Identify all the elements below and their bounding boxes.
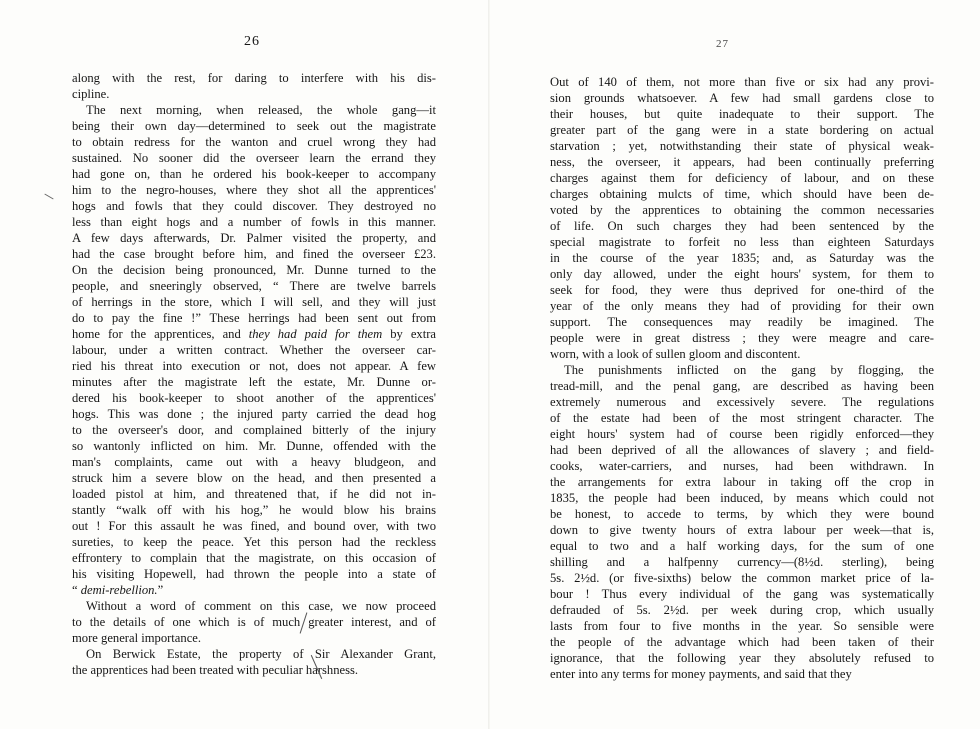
text-line: be honest, to accede to terms, by which they were bound	[550, 507, 934, 521]
text-line: sustained. No sooner did the overseer learn the errand they	[72, 151, 436, 165]
text-line: loaded pistol at him, and threatened that, if he did not in-	[72, 487, 436, 501]
text-line: lasts from four to five months in the year. So sensible were	[550, 619, 934, 633]
text-line: so wantonly inflicted on him. Mr. Dunne, offended with the	[72, 439, 436, 453]
text-line: down to give twenty hours of extra labour per week—that is,	[550, 523, 934, 537]
text-line: people were in great distress ; they were meagre and care-	[550, 331, 934, 345]
text-line: being their own day—determined to seek out the magistrate	[72, 119, 436, 133]
text-line: A few days afterwards, Dr. Palmer visited the property, and	[72, 231, 436, 245]
text-line: people, and sneeringly observed, “ There are twelve barrels	[72, 279, 436, 293]
text-line: cooks, water-carriers, and nurses, had been withdrawn. In	[550, 459, 934, 473]
text-line: ried his threat into execution or not, does not appear. A few	[72, 359, 436, 373]
text-line: On the decision being pronounced, Mr. Dunne turned to the	[72, 263, 436, 277]
left-page-text	[72, 70, 436, 678]
text-line: seek for food, they were thus deprived for one-third of the	[550, 283, 934, 297]
text-line: sion grounds whatsoever. A few had small gardens close to	[550, 91, 934, 105]
text-line: greater part of the gang were in a state bordering on actual	[550, 123, 934, 137]
text-line: voted by the apprentices to obtaining the common necessaries	[550, 203, 934, 217]
text-line: equal to two and a half working days, for the sum of one	[550, 539, 934, 553]
text-line: 1835, the people had been induced, by means which could not	[550, 491, 934, 505]
text-line: less than eight hogs and a number of fowls in this manner.	[72, 215, 436, 229]
text-line: special magistrate to forfeit no less than eighteen Saturdays	[550, 235, 934, 249]
text-line: ignorance, that the following year they absolutely refused to	[550, 651, 934, 665]
text-line: of life. On such charges they had been sentenced by the	[550, 219, 934, 233]
text-line: to the details of one which is of much greater interest, and of	[72, 615, 436, 629]
text-line: bour ! Thus every individual of the gang was systematically	[550, 587, 934, 601]
text-line: out ! For this assault he was fined, and bound over, with two	[72, 519, 436, 533]
text-line: the people of the advantage which had been taken of their	[550, 635, 934, 649]
text-line: year of the only means they had of providing for their own	[550, 299, 934, 313]
text-line: On Berwick Estate, the property of Sir Alexander Grant,	[86, 647, 436, 661]
text-line: labour, under a written contract. Whether the overseer car-	[72, 343, 436, 357]
text-line: along with the rest, for daring to interfere with his dis-	[72, 71, 436, 85]
text-line: minutes after the magistrate left the estate, Mr. Dunne or-	[72, 375, 436, 389]
page-number-left: 26	[244, 34, 260, 49]
text-line: Without a word of comment on this case, we now proceed	[86, 599, 436, 613]
page-number-right: 27	[716, 38, 729, 50]
text-line: support. The consequences may readily be imagined. The	[550, 315, 934, 329]
right-page	[490, 0, 980, 729]
text-line: man's complaints, came out with a heavy bludgeon, and	[72, 455, 436, 469]
text-line: in the course of the year 1835; and, as Saturday was the	[550, 251, 934, 265]
text-line: more general importance.	[72, 631, 202, 645]
text-line: struck him a severe blow on the head, and then presented a	[72, 471, 436, 485]
text-line: charges obtaining mulcts of time, which should have been de-	[550, 187, 934, 201]
text-line: “ demi-rebellion.”	[72, 583, 164, 597]
text-line: dered his book-keeper to shoot another of the apprentices'	[72, 391, 436, 405]
text-line: had been deprived of all the allowances of slavery ; and field-	[550, 443, 934, 457]
text-line: to the overseer's door, and complained bitterly of the injury	[72, 423, 436, 437]
margin-mark	[44, 194, 53, 200]
text-line: his visiting Hopewell, had thrown the people into a state of	[72, 567, 436, 581]
text-line: only day allowed, under the eight hours' system, for them to	[550, 267, 934, 281]
text-line: Out of 140 of them, not more than five or six had any provi-	[550, 75, 934, 89]
text-line: shilling and a halfpenny currency—(8½d. sterling), being	[550, 555, 934, 569]
text-line: had gone on, than he ordered his book-keeper to accompany	[72, 167, 436, 181]
text-line: him to the negro-houses, where they shot all the apprentices'	[72, 183, 436, 197]
text-line: their houses, but quite inadequate to their support. The	[550, 107, 934, 121]
text-line: hogs. This was done ; the injured party carried the dead hog	[72, 407, 436, 421]
text-line: the arrangements for extra labour in taking off the crop in	[550, 475, 934, 489]
text-line: starvation ; yet, notwithstanding their state of physical weak-	[550, 139, 934, 153]
text-line: home for the apprentices, and they had paid for them by extra	[72, 327, 437, 341]
text-line: sureties, to keep the peace. Yet this person had the reckless	[72, 535, 436, 549]
text-line: ness, the overseer, it appears, had been continually preferring	[550, 155, 934, 169]
text-line: tread-mill, and the penal gang, are described as having been	[550, 379, 934, 393]
text-line: cipline.	[72, 87, 110, 101]
text-line: charges against them for deficiency of labour, and on these	[550, 171, 934, 185]
right-page-text	[550, 74, 934, 682]
text-line: effrontery to complain that the magistrate, on this occasion of	[72, 551, 436, 565]
text-line: of herrings in the store, which I will sell, and they will just	[72, 295, 436, 309]
text-line: defrauded of 5s. 2½d. per week during crop, which usually	[550, 603, 934, 617]
text-line: 5s. 2½d. (or five-sixths) below the common market price of la-	[550, 571, 934, 585]
text-line: The next morning, when released, the whole gang—it	[86, 103, 436, 117]
text-line: had the case brought before him, and fined the overseer £23.	[72, 247, 436, 261]
text-line: worn, with a look of sullen gloom and discontent.	[550, 347, 801, 361]
text-line: to obtain redress for the wanton and cruel wrong they had	[72, 135, 436, 149]
text-line: The punishments inflicted on the gang by flogging, the	[564, 363, 934, 377]
text-line: the apprentices had been treated with peculiar harshness.	[72, 663, 359, 677]
text-line: eight hours' system had of course been rigidly enforced—they	[550, 427, 934, 441]
text-line: extremely numerous and excessively severe. The regulations	[550, 395, 934, 409]
text-line: hogs and fowls that they could discover. They destroyed no	[72, 199, 436, 213]
text-line: enter into any terms for money payments, and said that they	[550, 667, 852, 681]
text-line: of the estate had been of the most stringent character. The	[550, 411, 934, 425]
text-line: stantly “walk off with his hog,” he would blow his brains	[72, 503, 436, 517]
text-line: do to pay the fine !” These herrings had been sent out from	[72, 311, 436, 325]
